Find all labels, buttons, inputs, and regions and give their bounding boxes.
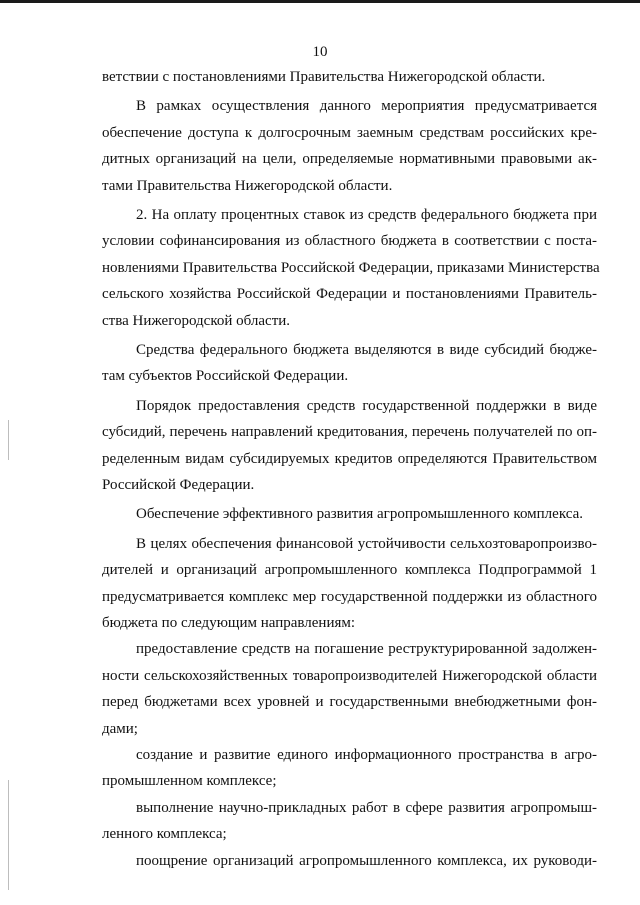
text-line: там субъектов Российской Федерации.	[102, 368, 349, 384]
text-line: ства Нижегородской области.	[102, 313, 291, 329]
text-line: дителей и организаций агропромышленного комплекса Подпрограммой 1	[102, 562, 597, 578]
text-line: ности сельскохозяйственных товаропроизводителей Нижегородской области	[102, 668, 597, 684]
text-line: ленного комплекса;	[102, 826, 227, 842]
text-line: предусматривается комплекс мер государственной поддержки из областного	[102, 589, 597, 605]
text-line: промышленном комплексе;	[102, 773, 277, 789]
text-line: Порядок предоставления средств государственной поддержки в виде	[136, 398, 597, 414]
text-line: перед бюджетами всех уровней и государственными внебюджетными фон-	[102, 694, 597, 710]
text-line: Обеспечение эффективного развития агропромышленного комплекса.	[136, 506, 583, 522]
text-line: предоставление средств на погашение реструктурированной задолжен-	[136, 641, 597, 657]
text-line: ределенным видам субсидируемых кредитов определяются Правительством	[102, 451, 597, 467]
text-line: создание и развитие единого информационного пространства в агро-	[136, 747, 597, 763]
text-line: Средства федерального бюджета выделяются в виде субсидий бюдже-	[136, 342, 597, 358]
text-line: дами;	[102, 721, 138, 737]
text-line: Российской Федерации.	[102, 477, 255, 493]
text-line: поощрение организаций агропромышленного комплекса, их руководи-	[136, 853, 597, 869]
text-line: новлениями Правительства Российской Федерации, приказами Министерства	[102, 260, 600, 276]
text-line: тами Правительства Нижегородской области.	[102, 178, 393, 194]
text-line: выполнение научно-прикладных работ в сфере развития агропромыш-	[136, 800, 597, 816]
text-line: субсидий, перечень направлений кредитования, перечень получателей по оп-	[102, 424, 597, 440]
text-line: 2. На оплату процентных ставок из средств федерального бюджета при	[136, 207, 597, 223]
text-line: дитных организаций на цели, определяемые нормативными правовыми ак-	[102, 151, 597, 167]
text-line: В рамках осуществления данного мероприятия предусматривается	[136, 98, 597, 114]
text-line: В целях обеспечения финансовой устойчивости сельхозтоваропроизво-	[136, 536, 597, 552]
page-number: 10	[312, 44, 328, 60]
text-line: ветствии с постановлениями Правительства Нижегородской области.	[102, 69, 546, 85]
text-line: бюджета по следующим направлениям:	[102, 615, 356, 631]
text-line: условии софинансирования из областного бюджета в соответствии с поста-	[102, 233, 597, 249]
text-line: обеспечение доступа к долгосрочным заемным средствам российских кре-	[102, 125, 597, 141]
text-line: сельского хозяйства Российской Федерации и постановлениями Правитель-	[102, 286, 597, 302]
